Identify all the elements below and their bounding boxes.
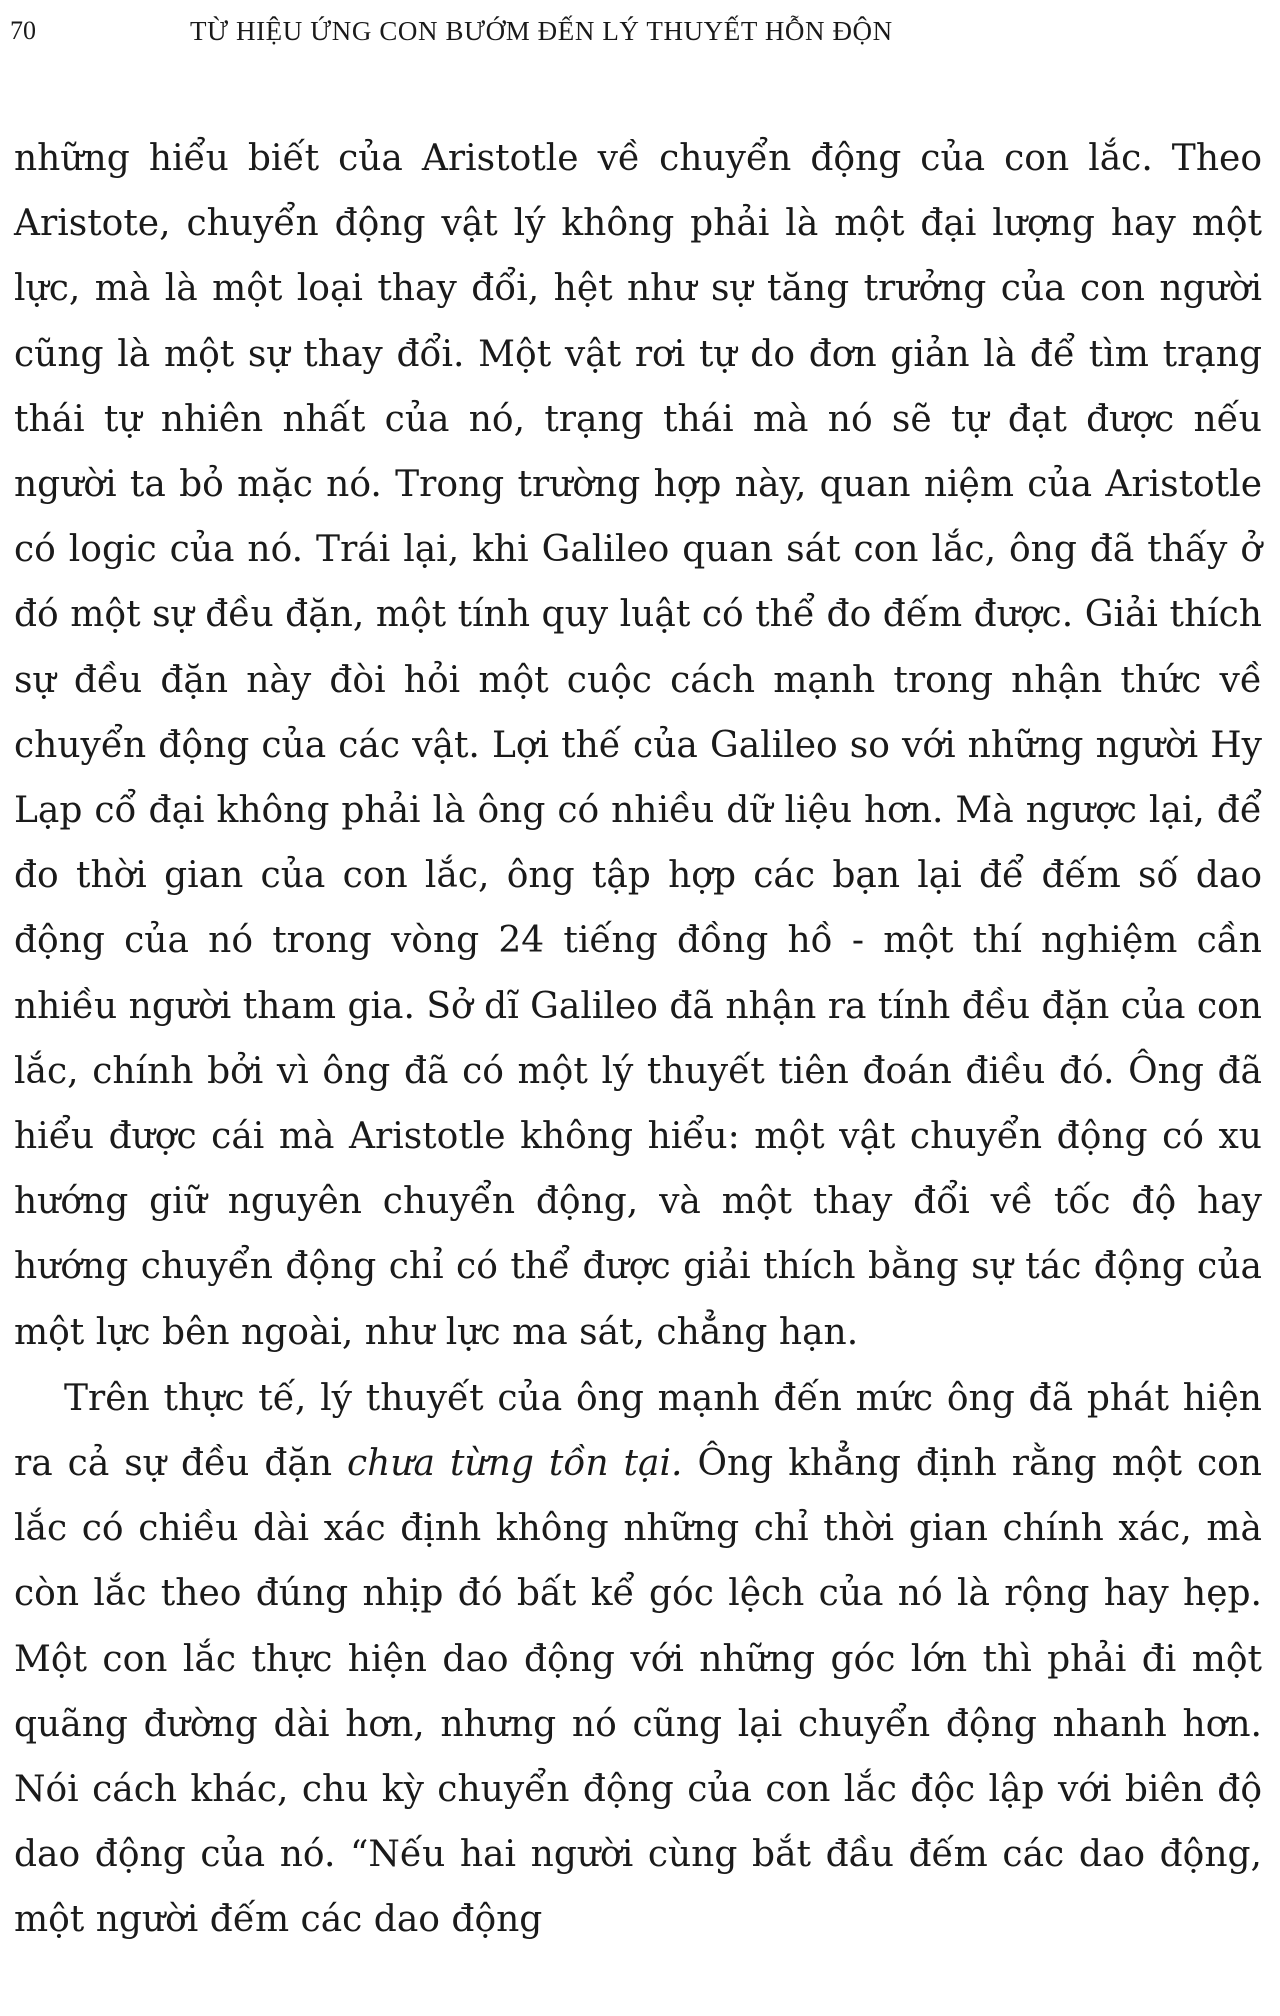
paragraph-2-italic-phrase: chưa từng tồn tại.: [347, 1443, 683, 1485]
page-number: 70: [10, 16, 36, 45]
body-text: [14, 126, 1262, 1953]
paragraph-2-text-start: Trên thực tế, lý thuyết của ông mạnh đến mức ông đã phát hiện ra cả sự đều đặn: [14, 1377, 1262, 1485]
paragraph-2: [14, 1366, 1262, 1953]
paragraph-1: những hiểu biết của Aristotle về chuyển động của con lắc. Theo Aristote, chuyển động vật lý không phải là một đại lượng hay một lực, mà là một loại thay đổi, hệt như sự tăng trưởng của con người cũng là một sự thay đổi. Một vật rơi tự do đơn giản là để tìm trạng thái tự nhiên nhất của nó, trạng thái mà nó sẽ tự đạt được nếu người ta bỏ mặc nó. Trong trường hợp này, quan niệm của Aristotle có logic của nó. Trái lại, khi Galileo quan sát con lắc, ông đã thấy ở đó một sự đều đặn, một tính quy luật có thể đo đếm được. Giải thích sự đều đặn này đòi hỏi một cuộc cách mạnh trong nhận thức về chuyển động của các vật. Lợi thế của Galileo so với những người Hy Lạp cổ đại không phải là ông có nhiều dữ liệu hơn. Mà ngược lại, để đo thời gian của con lắc, ông tập hợp các bạn lại để đếm số dao động của nó trong vòng 24 tiếng đồng hồ - một thí nghiệm cần nhiều người tham gia. Sở dĩ Galileo đã nhận ra tính đều đặn của con lắc, chính bởi vì ông đã có một lý thuyết tiên đoán điều đó. Ông đã hiểu được cái mà Aristotle không hiểu: một vật chuyển động có xu hướng giữ nguyên chuyển động, và một thay đổi về tốc độ hay hướng chuyển động chỉ có thể được giải thích bằng sự tác động của một lực bên ngoài, như lực ma sát, chẳng hạn.: [14, 138, 1262, 1353]
running-header: [0, 10, 1280, 50]
chapter-running-title: TỪ HIỆU ỨNG CON BƯỚM ĐẾN LÝ THUYẾT HỖN ĐỘN: [190, 16, 893, 46]
paragraph-2-text-end: Ông khẳng định rằng một con lắc có chiều dài xác định không những chỉ thời gian chính xác, mà còn lắc theo đúng nhịp đó bất kể góc lệch của nó là rộng hay hẹp. Một con lắc thực hiện dao động với những góc lớn thì phải đi một quãng đường dài hơn, nhưng nó cũng lại chuyển động nhanh hơn. Nói cách khác, chu kỳ chuyển động của con lắc độc lập với biên độ dao động của nó. “Nếu hai người cùng bắt đầu đếm các dao động, một người đếm các dao động: [14, 1443, 1262, 1941]
